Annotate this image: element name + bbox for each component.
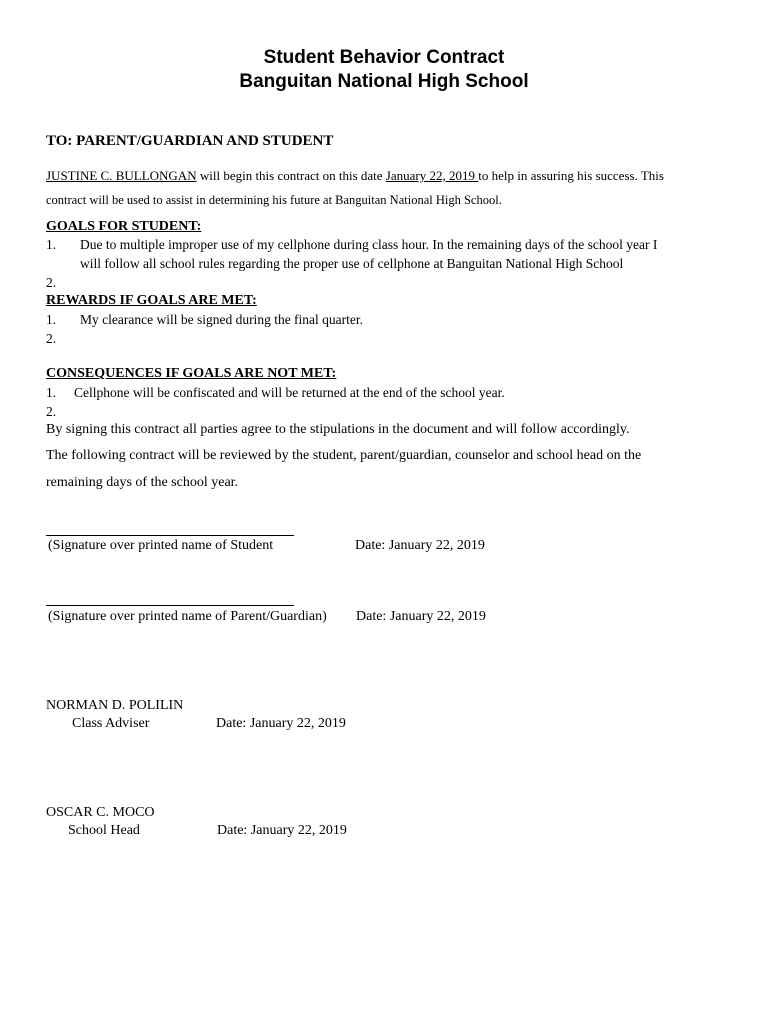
goal-1-line-2: will follow all school rules regarding the proper use of cellphone at Banguitan National High School bbox=[80, 256, 624, 271]
adviser-name: NORMAN D. POLILIN bbox=[46, 698, 184, 713]
parent-signature-date: Date: January 22, 2019 bbox=[356, 609, 486, 624]
consequences-heading: CONSEQUENCES IF GOALS ARE NOT MET: bbox=[46, 366, 337, 381]
review-line-1: The following contract will be reviewed by the student, parent/guardian, counselor and school head on the bbox=[46, 448, 642, 463]
adviser-date: Date: January 22, 2019 bbox=[216, 716, 346, 731]
goal-number-2: 2. bbox=[46, 275, 57, 290]
student-signature-label: (Signature over printed name of Student bbox=[48, 538, 274, 553]
document-title: Student Behavior Contract bbox=[263, 47, 505, 68]
goals-heading: GOALS FOR STUDENT: bbox=[46, 219, 202, 234]
intro-text-a: will begin this contract on this date bbox=[196, 168, 386, 183]
student-signature-date: Date: January 22, 2019 bbox=[355, 538, 485, 553]
adviser-role: Class Adviser bbox=[72, 716, 150, 731]
consequence-1-text: Cellphone will be confiscated and will be returned at the end of the school year. bbox=[74, 385, 505, 400]
parent-signature-line bbox=[46, 605, 294, 606]
school-head-role: School Head bbox=[68, 823, 140, 838]
reward-1-text: My clearance will be signed during the final quarter. bbox=[80, 312, 364, 327]
goal-1-line-1: Due to multiple improper use of my cellphone during class hour. In the remaining days of the school year I bbox=[80, 237, 658, 252]
school-head-date: Date: January 22, 2019 bbox=[217, 823, 347, 838]
school-name: Banguitan National High School bbox=[239, 71, 529, 92]
rewards-heading: REWARDS IF GOALS ARE MET: bbox=[46, 293, 257, 308]
review-line-2: remaining days of the school year. bbox=[46, 475, 239, 490]
consequence-number-2: 2. bbox=[46, 404, 57, 419]
parent-signature-label: (Signature over printed name of Parent/Guardian) bbox=[48, 609, 327, 624]
intro-line-2: contract will be used to assist in determining his future at Banguitan National High School. bbox=[46, 193, 502, 207]
agreement-text: By signing this contract all parties agree to the stipulations in the document and will follow accordingly. bbox=[46, 422, 630, 437]
school-head-name: OSCAR C. MOCO bbox=[46, 805, 155, 820]
student-signature-line bbox=[46, 535, 294, 536]
consequence-number-1: 1. bbox=[46, 385, 57, 400]
to-line: TO: PARENT/GUARDIAN AND STUDENT bbox=[46, 133, 334, 149]
reward-number-2: 2. bbox=[46, 331, 57, 346]
intro-line-1 bbox=[46, 168, 664, 184]
contract-date: January 22, 2019 bbox=[385, 168, 479, 183]
student-name: JUSTINE C. BULLONGAN bbox=[46, 168, 197, 183]
intro-text-b: to help in assuring his success. This bbox=[478, 168, 664, 183]
reward-number-1: 1. bbox=[46, 312, 57, 327]
goal-number-1: 1. bbox=[46, 237, 57, 252]
